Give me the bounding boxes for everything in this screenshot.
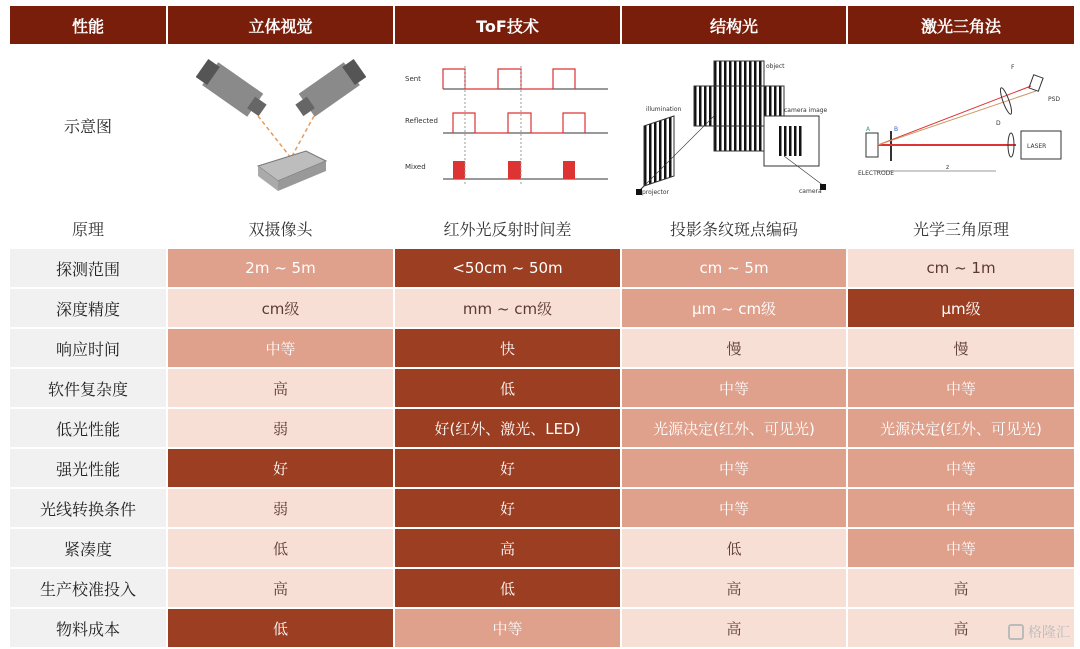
row-label: 响应时间 bbox=[10, 329, 168, 369]
row-label: 生产校准投入 bbox=[10, 569, 168, 609]
lt-label-a: A bbox=[866, 125, 871, 133]
table-row bbox=[10, 489, 1074, 529]
header-cell: 激光三角法 bbox=[848, 6, 1074, 44]
table-cell: 高 bbox=[622, 609, 848, 649]
sl-label-illumination: illumination bbox=[646, 105, 682, 113]
table-cell: 弱 bbox=[168, 489, 395, 529]
header-cell: ToF技术 bbox=[395, 6, 622, 44]
principle-row bbox=[10, 209, 1074, 249]
table-cell: 中等 bbox=[848, 489, 1074, 529]
tof-diagram bbox=[395, 44, 622, 209]
table-cell: 高 bbox=[848, 569, 1074, 609]
table-cell: 中等 bbox=[622, 489, 848, 529]
sl-label-camera: camera bbox=[799, 187, 822, 195]
table-cell: 弱 bbox=[168, 409, 395, 449]
table-cell: 中等 bbox=[395, 609, 622, 649]
table-cell: 低 bbox=[168, 529, 395, 569]
principle-cell: 投影条纹斑点编码 bbox=[622, 209, 848, 249]
table-cell: 低 bbox=[168, 609, 395, 649]
row-label: 软件复杂度 bbox=[10, 369, 168, 409]
table-row bbox=[10, 529, 1074, 569]
watermark-logo-icon bbox=[1008, 624, 1024, 640]
sl-label-projector: projector bbox=[642, 188, 669, 196]
row-label: 示意图 bbox=[10, 44, 168, 209]
table-row bbox=[10, 449, 1074, 489]
tof-label-sent: Sent bbox=[404, 74, 421, 83]
table-cell: cm ~ 1m bbox=[848, 249, 1074, 289]
row-label: 原理 bbox=[10, 209, 168, 249]
table-cell: 好 bbox=[395, 449, 622, 489]
watermark bbox=[1008, 622, 1070, 642]
sl-label-camera-image: camera image bbox=[784, 106, 828, 114]
table-cell: 低 bbox=[622, 529, 848, 569]
table-cell: 高 bbox=[848, 609, 1074, 649]
table-cell: 低 bbox=[395, 569, 622, 609]
row-label: 强光性能 bbox=[10, 449, 168, 489]
diagram-row bbox=[10, 44, 1074, 209]
row-label: 低光性能 bbox=[10, 409, 168, 449]
header-cell: 立体视觉 bbox=[168, 6, 395, 44]
table-cell: 高 bbox=[168, 369, 395, 409]
row-label: 探测范围 bbox=[10, 249, 168, 289]
table-cell: 中等 bbox=[622, 449, 848, 489]
lt-label-z: z bbox=[946, 163, 950, 171]
header-row bbox=[10, 6, 1074, 44]
header-cell: 结构光 bbox=[622, 6, 848, 44]
table-cell: 中等 bbox=[848, 369, 1074, 409]
table-cell: μm ~ cm级 bbox=[622, 289, 848, 329]
table-row bbox=[10, 569, 1074, 609]
principle-cell: 光学三角原理 bbox=[848, 209, 1074, 249]
lt-label-laser: LASER bbox=[1027, 142, 1047, 150]
table-row bbox=[10, 409, 1074, 449]
table-cell: 慢 bbox=[848, 329, 1074, 369]
row-label: 光线转换条件 bbox=[10, 489, 168, 529]
table-cell: 光源决定(红外、可见光) bbox=[622, 409, 848, 449]
table-row bbox=[10, 329, 1074, 369]
principle-cell: 红外光反射时间差 bbox=[395, 209, 622, 249]
table-cell: mm ~ cm级 bbox=[395, 289, 622, 329]
table-cell: 好 bbox=[168, 449, 395, 489]
table-cell: 中等 bbox=[848, 529, 1074, 569]
table-row bbox=[10, 369, 1074, 409]
row-label: 紧凑度 bbox=[10, 529, 168, 569]
stereo-vision-diagram bbox=[168, 44, 395, 209]
table-cell: μm级 bbox=[848, 289, 1074, 329]
header-cell: 性能 bbox=[10, 6, 168, 44]
lt-label-electrode: ELECTRODE bbox=[858, 169, 895, 177]
tof-label-mixed: Mixed bbox=[404, 162, 426, 171]
table-cell: <50cm ~ 50m bbox=[395, 249, 622, 289]
watermark-text: 格隆汇 bbox=[1028, 625, 1070, 641]
lt-label-f: F bbox=[1011, 63, 1015, 71]
table-row bbox=[10, 289, 1074, 329]
table-cell: cm ~ 5m bbox=[622, 249, 848, 289]
lt-label-psd: PSD bbox=[1048, 95, 1061, 103]
table-cell: 高 bbox=[395, 529, 622, 569]
table-cell: 中等 bbox=[848, 449, 1074, 489]
tof-label-reflected: Reflected bbox=[404, 116, 438, 125]
table-cell: 好(红外、激光、LED) bbox=[395, 409, 622, 449]
table-cell: 高 bbox=[168, 569, 395, 609]
table-cell: cm级 bbox=[168, 289, 395, 329]
comparison-table bbox=[10, 6, 1074, 649]
table-row bbox=[10, 609, 1074, 649]
table-cell: 快 bbox=[395, 329, 622, 369]
table-cell: 光源决定(红外、可见光) bbox=[848, 409, 1074, 449]
principle-cell: 双摄像头 bbox=[168, 209, 395, 249]
table-cell: 好 bbox=[395, 489, 622, 529]
laser-triangulation-diagram bbox=[848, 44, 1074, 209]
table-cell: 中等 bbox=[168, 329, 395, 369]
table-cell: 中等 bbox=[622, 369, 848, 409]
lt-label-b: B bbox=[894, 125, 899, 133]
table-cell: 慢 bbox=[622, 329, 848, 369]
structured-light-diagram bbox=[622, 44, 848, 209]
lt-label-d: D bbox=[996, 119, 1001, 127]
table-cell: 2m ~ 5m bbox=[168, 249, 395, 289]
row-label: 物料成本 bbox=[10, 609, 168, 649]
table-cell: 低 bbox=[395, 369, 622, 409]
sl-label-object: object bbox=[766, 62, 785, 70]
table-cell: 高 bbox=[622, 569, 848, 609]
table-row bbox=[10, 249, 1074, 289]
row-label: 深度精度 bbox=[10, 289, 168, 329]
